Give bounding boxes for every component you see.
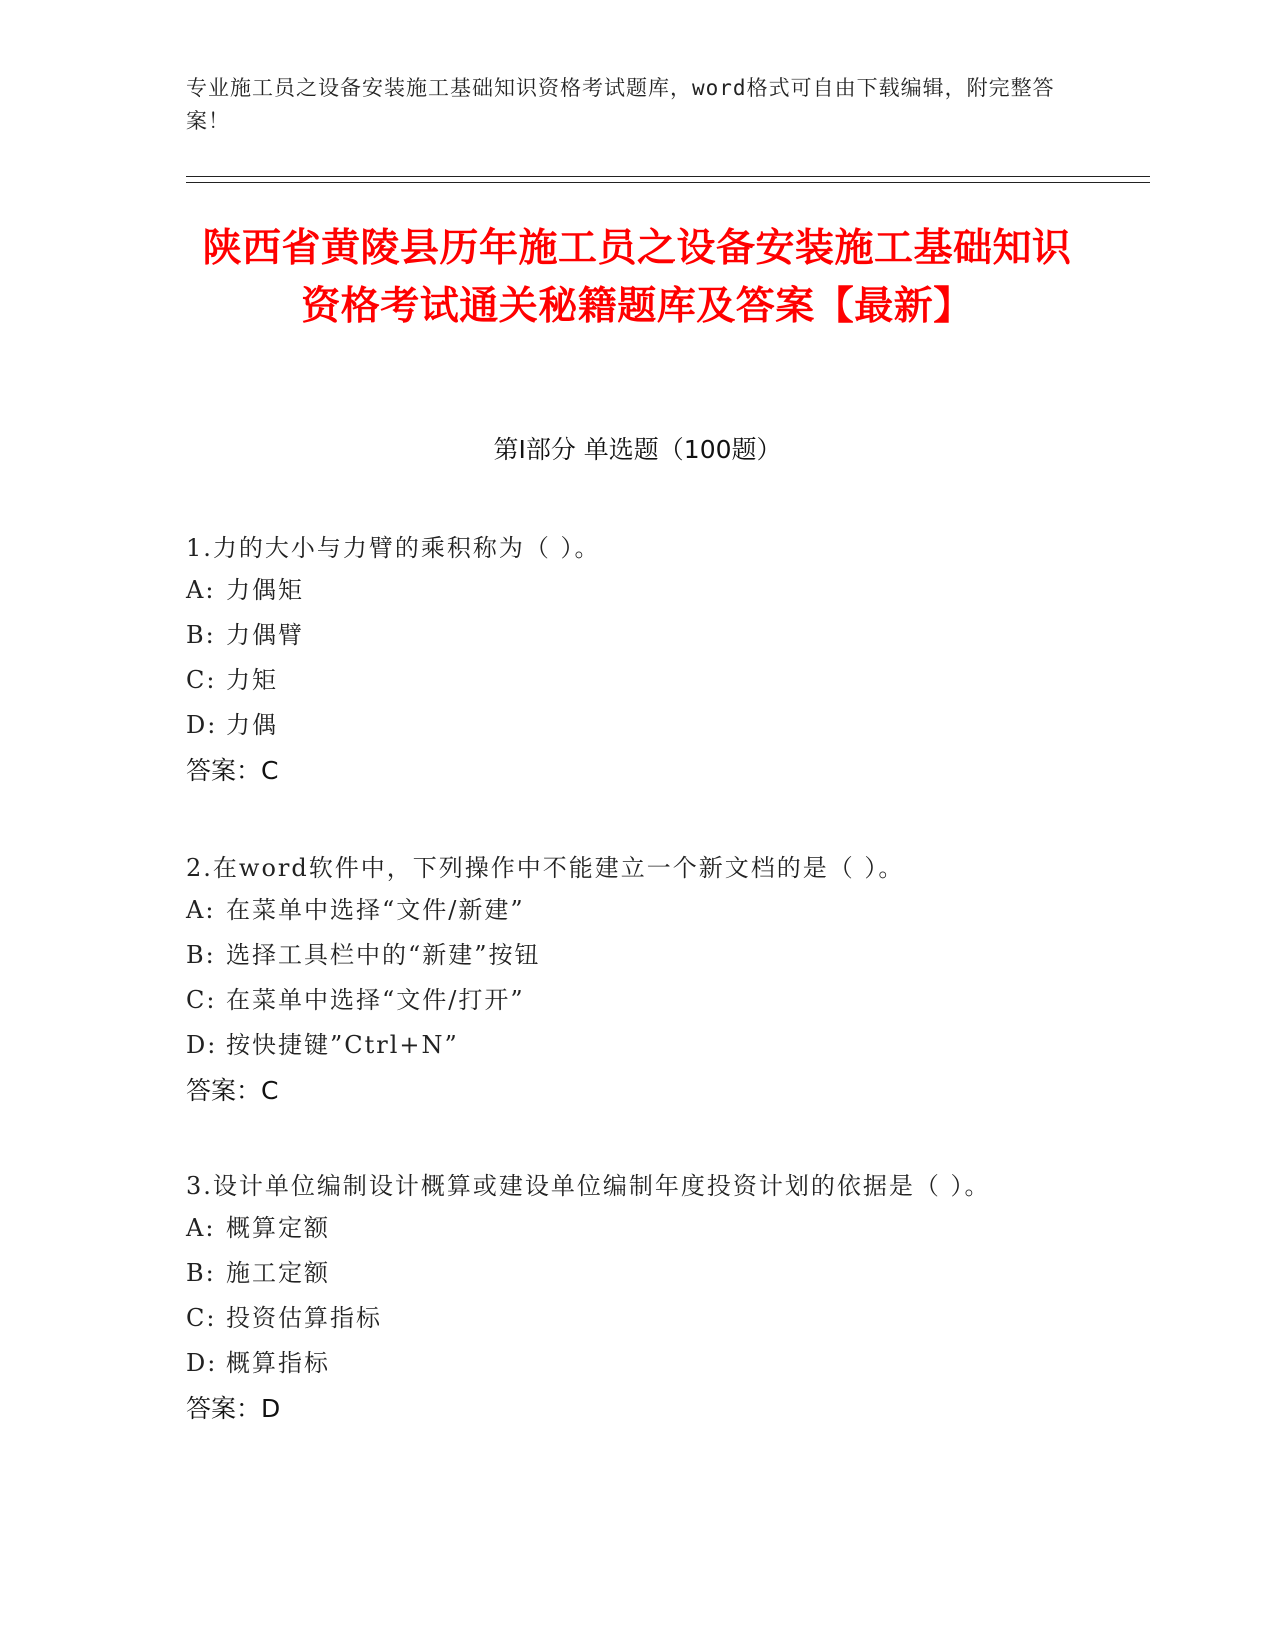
option-text: 选择工具栏中的“新建”按钮: [226, 941, 541, 969]
section-heading: 第I部分 单选题（100题）: [493, 435, 782, 464]
option-a: [186, 1206, 1086, 1251]
option-label: B:: [186, 621, 216, 649]
option-label: C:: [186, 1304, 217, 1332]
option-label: D:: [186, 1031, 218, 1059]
answer-line: 答案：C: [186, 756, 279, 785]
question-stem: 1.力的大小与力臂的乘积称为（ ）。: [186, 534, 601, 562]
option-text: 力偶: [226, 711, 278, 739]
document-title: 陕西省黄陵县历年施工员之设备安装施工基础知识资格考试通关秘籍题库及答案【最新】: [202, 226, 1072, 329]
option-a: [186, 568, 1086, 613]
option-label: B:: [186, 941, 216, 969]
question-stem: 3.设计单位编制设计概算或建设单位编制年度投资计划的依据是（ ）。: [186, 1172, 991, 1200]
option-a: [186, 888, 1086, 933]
question-1: [186, 528, 1086, 793]
option-d: [186, 703, 1086, 748]
question-3: [186, 1166, 1086, 1431]
option-text: 按快捷键”Ctrl+N”: [226, 1031, 459, 1059]
option-b: [186, 613, 1086, 658]
option-text: 概算指标: [226, 1349, 330, 1377]
option-d: [186, 1341, 1086, 1386]
option-label: D:: [186, 1349, 218, 1377]
option-label: A:: [186, 896, 216, 924]
answer-line: 答案：D: [186, 1394, 281, 1423]
option-text: 在菜单中选择“文件/新建”: [226, 896, 525, 924]
option-b: [186, 1251, 1086, 1296]
header-note: 专业施工员之设备安装施工基础知识资格考试题库，word格式可自由下载编辑，附完整答案！: [186, 76, 1055, 133]
option-c: [186, 1296, 1086, 1341]
header-divider-top: [186, 176, 1150, 177]
option-text: 力偶臂: [226, 621, 304, 649]
option-text: 概算定额: [226, 1214, 330, 1242]
question-2: [186, 848, 1086, 1113]
option-label: C:: [186, 986, 217, 1014]
option-label: B:: [186, 1259, 216, 1287]
option-text: 施工定额: [226, 1259, 330, 1287]
header-divider-bottom: [186, 182, 1150, 183]
option-label: A:: [186, 1214, 216, 1242]
option-text: 在菜单中选择“文件/打开”: [226, 986, 525, 1014]
option-label: C:: [186, 666, 217, 694]
option-b: [186, 933, 1086, 978]
option-text: 力偶矩: [226, 576, 304, 604]
option-d: [186, 1023, 1086, 1068]
option-label: A:: [186, 576, 216, 604]
question-stem: 2.在word软件中，下列操作中不能建立一个新文档的是（ ）。: [186, 854, 905, 882]
option-text: 投资估算指标: [226, 1304, 382, 1332]
option-label: D:: [186, 711, 218, 739]
answer-line: 答案：C: [186, 1076, 279, 1105]
option-c: [186, 978, 1086, 1023]
option-text: 力矩: [226, 666, 278, 694]
option-c: [186, 658, 1086, 703]
